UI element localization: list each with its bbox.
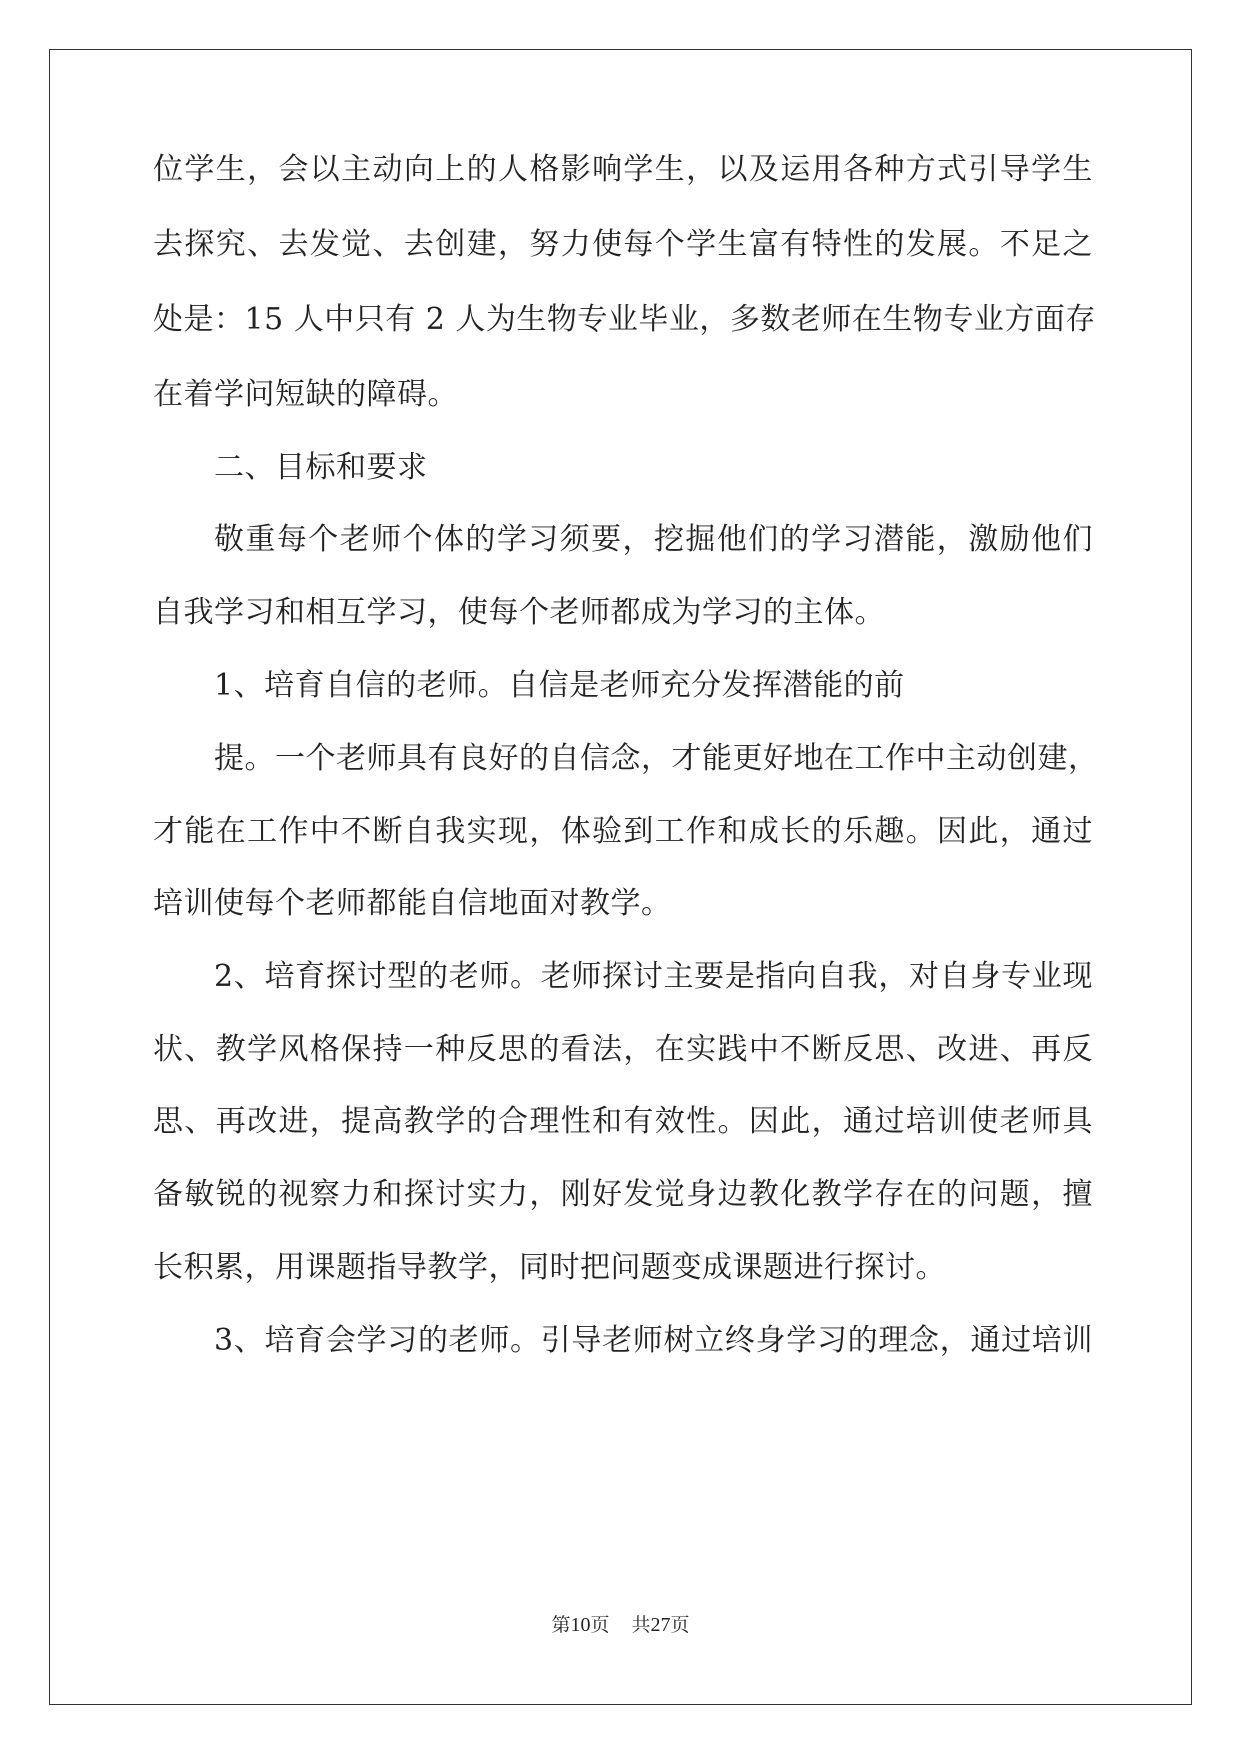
item-1-heading: 1、培育自信的老师。自信是老师充分发挥潜能的前: [214, 668, 905, 703]
body-line-13: 状、教学风格保持一种反思的看法，在实践中不断反思、改进、再反: [153, 1032, 1093, 1067]
body-line-2: 去探究、去发觉、去创建，努力使每个学生富有特性的发展。不足之: [153, 227, 1093, 262]
body-line-10: 才能在工作中不断自我实现，体验到工作和成长的乐趣。因此，通过: [153, 814, 1093, 849]
footer-total-prefix: 共: [631, 1614, 651, 1636]
body-line-11: 培训使每个老师都能自信地面对教学。: [153, 886, 672, 921]
page-footer: [0, 1613, 1241, 1637]
body-line-3: 处是：15 人中只有 2 人为生物专业毕业，多数老师在生物专业方面存: [153, 302, 1096, 337]
body-line-15: 备敏锐的视察力和探讨实力，刚好发觉身边教化教学存在的问题，擅: [153, 1177, 1093, 1212]
body-line-7: 自我学习和相互学习，使每个老师都成为学习的主体。: [153, 595, 885, 630]
footer-total-pages: 27: [650, 1614, 671, 1636]
body-line-6: 敬重每个老师个体的学习须要，挖掘他们的学习潜能，激励他们: [214, 522, 1093, 557]
section-heading: 二、目标和要求: [214, 450, 428, 485]
body-line-1: 位学生，会以主动向上的人格影响学生，以及运用各种方式引导学生: [153, 152, 1093, 187]
item-2-heading: 2、培育探讨型的老师。老师探讨主要是指向自我，对自身专业现: [214, 959, 1093, 994]
body-line-9: 提。一个老师具有良好的自信念，才能更好地在工作中主动创建，: [214, 741, 1099, 776]
item-3-heading: 3、培育会学习的老师。引导老师树立终身学习的理念，通过培训: [214, 1323, 1093, 1358]
footer-page-suffix: 页: [590, 1614, 610, 1636]
footer-total-suffix: 页: [670, 1614, 690, 1636]
page-border: [49, 49, 1192, 1705]
footer-page-number: 10: [570, 1614, 591, 1636]
footer-page-prefix: 第: [551, 1614, 571, 1636]
body-line-4: 在着学问短缺的障碍。: [153, 377, 458, 412]
body-line-16: 长积累，用课题指导教学，同时把问题变成课题进行探讨。: [153, 1250, 946, 1285]
body-line-14: 思、再改进，提高教学的合理性和有效性。因此，通过培训使老师具: [153, 1104, 1093, 1139]
